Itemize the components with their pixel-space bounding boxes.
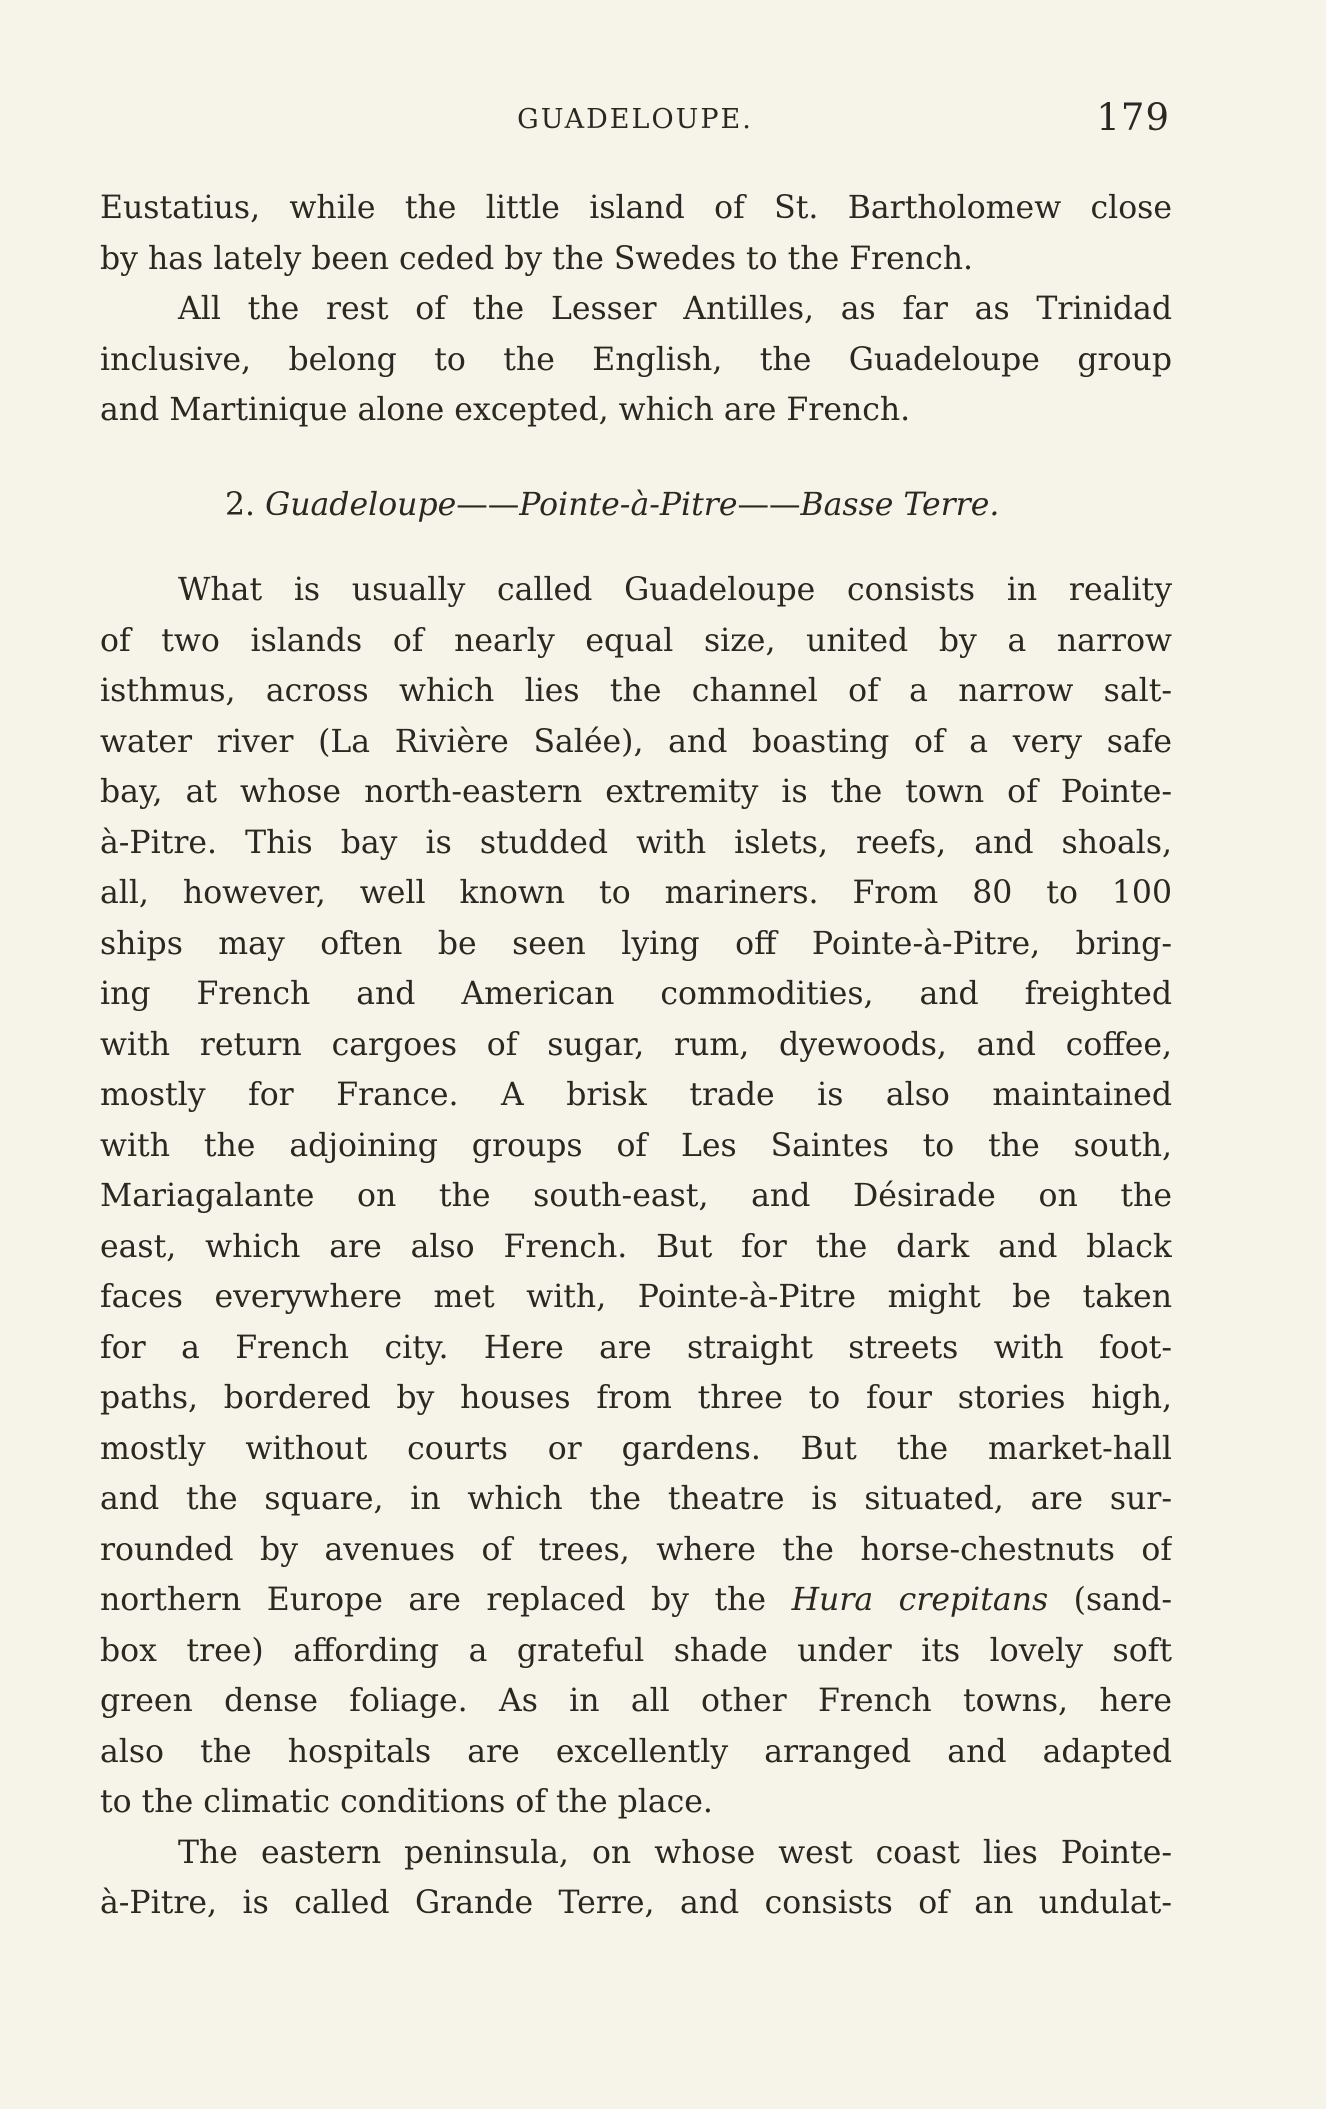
text-line: rounded by avenues of trees, where the horse-chestnuts of: [100, 1531, 1172, 1568]
text-line: faces everywhere met with, Pointe-à-Pitre might be taken: [100, 1279, 1172, 1315]
body-text: [100, 183, 1172, 1929]
text-line: northern Europe are replaced by the Hura crepitans (sand-: [100, 1582, 1172, 1618]
text-line: Mariagalante on the south-east, and Désirade on the: [100, 1178, 1172, 1214]
paragraph: [100, 565, 1172, 1828]
text-line: to the climatic conditions of the place.: [100, 1784, 713, 1820]
paragraph: [100, 183, 1172, 284]
italic-species-name: Hura crepitans: [791, 1582, 1049, 1618]
paragraph: [100, 284, 1172, 436]
text-line: à-Pitre. This bay is studded with islets, reefs, and shoals,: [100, 824, 1172, 861]
text-line: of two islands of nearly equal size, united by a narrow: [100, 622, 1172, 659]
text-line: à-Pitre, is called Grande Terre, and consists of an undulat-: [100, 1885, 1172, 1921]
text-line: What is usually called Guadeloupe consists in reality: [178, 572, 1172, 608]
text-line: ing French and American commodities, and freighted: [100, 976, 1172, 1012]
section-title-basse-terre: Basse Terre.: [800, 486, 1000, 523]
paragraph: [100, 1828, 1172, 1929]
text-line: water river (La Rivière Salée), and boasting of a very safe: [100, 723, 1172, 760]
section-title-guadeloupe: Guadeloupe: [265, 486, 457, 523]
text-line: isthmus, across which lies the channel of a narrow salt-: [100, 673, 1172, 709]
section-title-pointe-a-pitre: Pointe-à-Pitre: [519, 486, 738, 523]
text-line: mostly for France. A brisk trade is also maintained: [100, 1077, 1172, 1113]
text-line: by has lately been ceded by the Swedes to the French.: [100, 240, 974, 277]
text-line: for a French city. Here are straight streets with foot-: [100, 1329, 1172, 1366]
section-number: 2.: [225, 486, 256, 523]
running-head: [100, 96, 1170, 146]
text-line: green dense foliage. As in all other French towns, here: [100, 1683, 1172, 1719]
section-dash: ——: [737, 486, 801, 523]
text-line: with the adjoining groups of Les Saintes to the south,: [100, 1127, 1172, 1164]
text-line: with return cargoes of sugar, rum, dyewoods, and coffee,: [100, 1026, 1172, 1063]
running-title: GUADELOUPE.: [517, 104, 753, 135]
text-line: Eustatius, while the little island of St. Bartholomew close: [100, 190, 1172, 226]
section-heading: [100, 480, 1172, 531]
text-line: The eastern peninsula, on whose west coast lies Pointe-: [178, 1834, 1172, 1871]
text-line: inclusive, belong to the English, the Guadeloupe group: [100, 341, 1172, 378]
text-line: bay, at whose north-eastern extremity is the town of Pointe-: [100, 774, 1172, 810]
text-line: east, which are also French. But for the dark and black: [100, 1228, 1172, 1265]
text-line: and Martinique alone excepted, which are French.: [100, 392, 911, 428]
text-line: also the hospitals are excellently arranged and adapted: [100, 1733, 1172, 1770]
text-line: mostly without courts or gardens. But the market-hall: [100, 1430, 1172, 1467]
text-line: and the square, in which the theatre is situated, are sur-: [100, 1481, 1172, 1517]
text-line: paths, bordered by houses from three to four stories high,: [100, 1380, 1172, 1416]
text-line: ships may often be seen lying off Pointe-à-Pitre, bring-: [100, 925, 1172, 962]
section-dash: ——: [456, 486, 520, 523]
text-line: box tree) affording a grateful shade under its lovely soft: [100, 1632, 1172, 1669]
text-line: all, however, well known to mariners. From 80 to 100: [100, 875, 1172, 911]
page-number: 179: [1096, 96, 1170, 139]
text-line: All the rest of the Lesser Antilles, as far as Trinidad: [178, 291, 1172, 327]
